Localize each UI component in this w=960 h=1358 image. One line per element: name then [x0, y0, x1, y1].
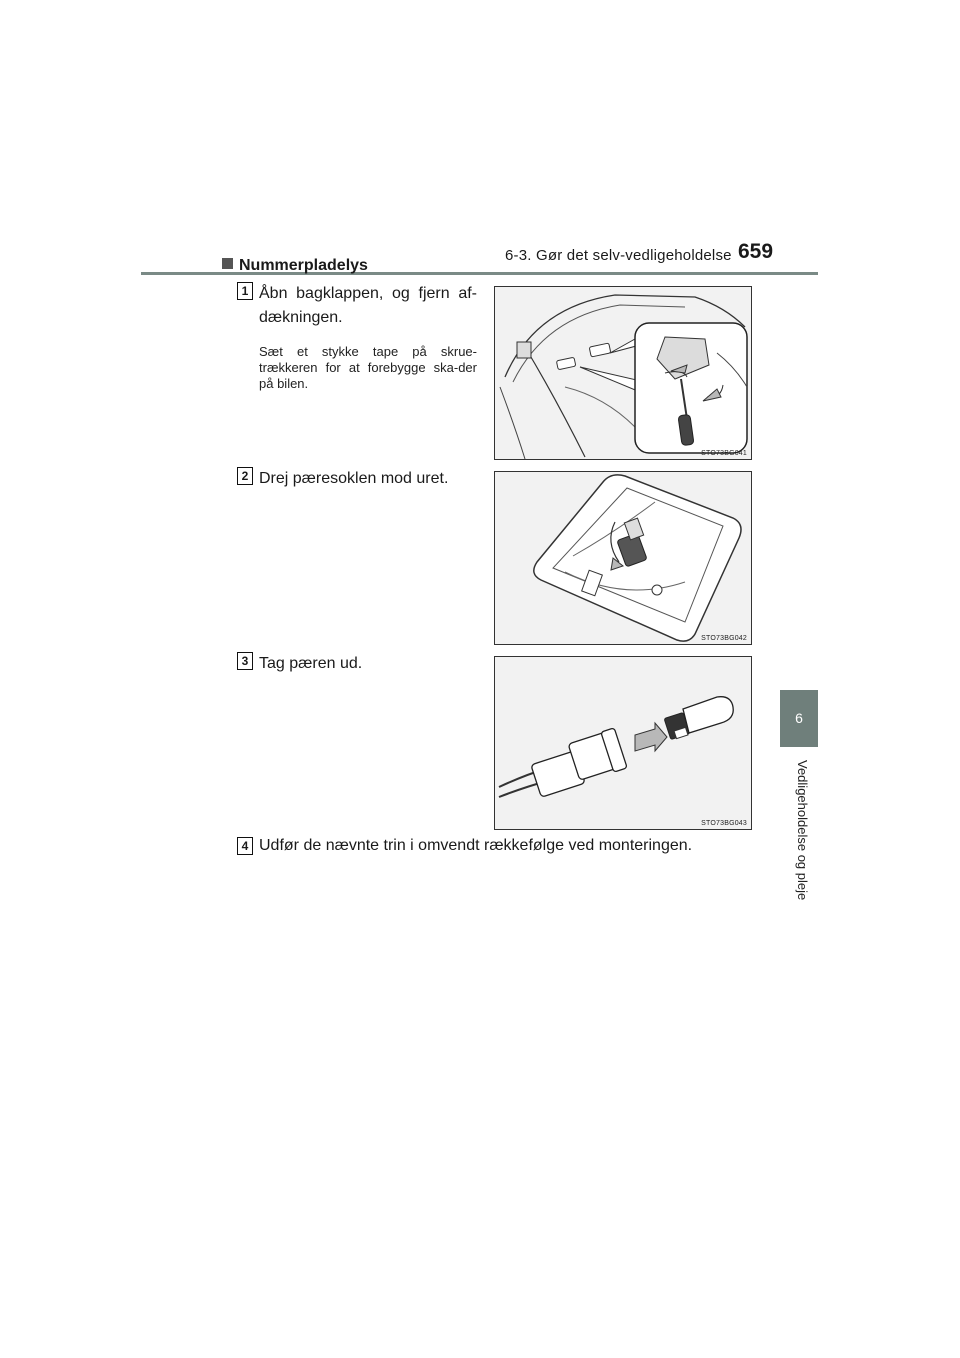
figure-code-1: STO73BG041 [701, 450, 747, 457]
bulb-socket-illustration [495, 472, 751, 644]
page-number: 659 [738, 240, 774, 263]
figure-bulb-removal [494, 656, 752, 830]
chapter-title: 6-3. Gør det selv-vedligeholdelse [505, 247, 732, 264]
tailgate-illustration [495, 287, 751, 459]
chapter-tab-number: 6 [795, 710, 803, 726]
chapter-side-label-box [790, 760, 810, 910]
figure-bulb-socket [494, 471, 752, 645]
bulb-removal-illustration [495, 657, 751, 829]
step-4-text: Udfør de nævnte trin i omvendt rækkefølge ved monteringen. [259, 837, 693, 854]
step-3-text: Tag pæren ud. [259, 655, 363, 672]
step-1-note: Sæt et stykke tape på skrue-trækkeren for at forebygge ska-der på bilen. [259, 344, 477, 391]
step-number-3: 3 [237, 652, 253, 670]
section-heading [222, 257, 368, 275]
figure-code-3: STO73BG043 [701, 820, 747, 827]
step-number-4: 4 [237, 837, 253, 855]
step-number-1: 1 [237, 282, 253, 300]
step-2-text: Drej pæresoklen mod uret. [259, 470, 449, 487]
step-number-2: 2 [237, 467, 253, 485]
figure-tailgate-cover [494, 286, 752, 460]
section-heading-text: Nummerpladelys [239, 257, 368, 274]
square-bullet-icon [222, 258, 233, 269]
chapter-side-label: Vedligeholdelse og pleje [795, 760, 810, 901]
figure-code-2: STO73BG042 [701, 635, 747, 642]
step-1-text: Åbn bagklappen, og fjern af-dækningen. [259, 285, 477, 326]
